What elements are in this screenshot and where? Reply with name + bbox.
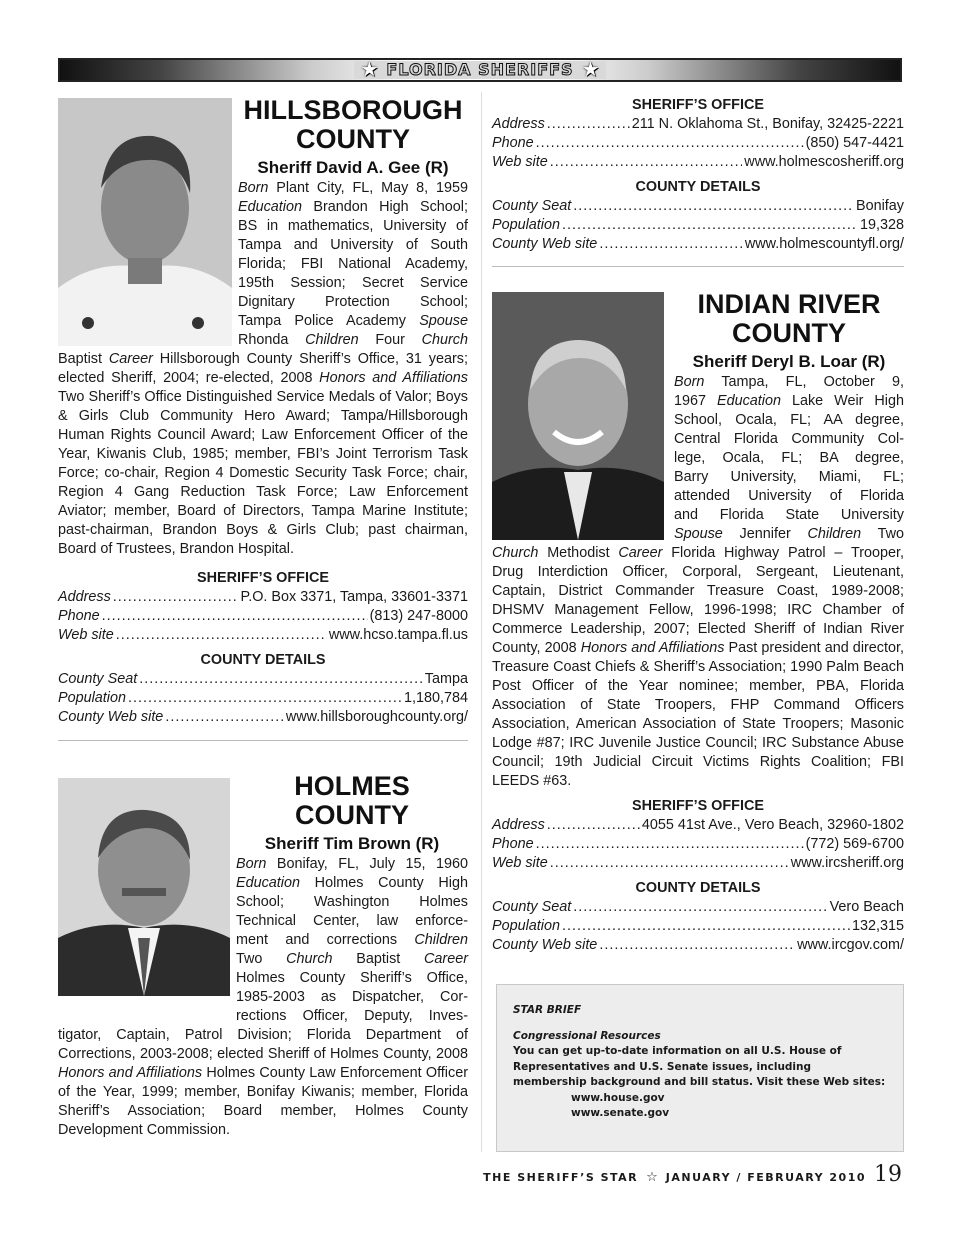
- county-seat-row: [58, 670, 468, 689]
- address-row: [492, 115, 904, 134]
- holmes-profile: [58, 772, 468, 1140]
- county-seat-label: County Seat: [58, 671, 138, 687]
- bio-line: Two Church Baptist Career: [236, 951, 469, 967]
- county-title-line: COUNTY: [732, 318, 846, 348]
- population-label: Population: [492, 217, 561, 233]
- office-title: SHERIFF’S OFFICE: [197, 570, 329, 586]
- website-label: Web site: [492, 154, 548, 170]
- county-seat-value: Bonifay: [856, 198, 904, 214]
- phone-row: [492, 835, 904, 854]
- county-website-label: County Web site: [492, 236, 598, 252]
- bio-line: ment and corrections Children: [236, 932, 468, 948]
- bio-line: and Florida State University: [674, 507, 904, 523]
- bio-line: Holmes County Sheriff’s Office,: [236, 970, 468, 986]
- column-divider: [481, 92, 482, 1152]
- holmes-contact: [492, 96, 904, 267]
- house-link[interactable]: www.house.gov: [571, 1091, 665, 1104]
- bio-line: Born Bonifay, FL, July 15, 1960: [236, 856, 468, 872]
- county-website-row: [58, 708, 468, 727]
- senate-link[interactable]: www.senate.gov: [571, 1107, 670, 1119]
- phone-value: (850) 547-4421: [805, 135, 904, 151]
- county-website-label: County Web site: [492, 937, 598, 953]
- sheriff-photo-brown: [58, 778, 230, 996]
- bio-line: Central Florida Community Col-: [674, 431, 904, 447]
- star-icon: ★: [581, 59, 600, 81]
- phone-value: (772) 569-6700: [805, 836, 904, 852]
- county-seat-label: County Seat: [492, 899, 572, 915]
- county-seat-label: County Seat: [492, 198, 572, 214]
- address-row: [492, 816, 904, 835]
- banner-title: FLORIDA SHERIFFS: [386, 60, 574, 79]
- divider: [58, 740, 468, 741]
- phone-label: Phone: [492, 836, 534, 852]
- population-label: Population: [492, 918, 561, 934]
- population-value: 19,328: [859, 217, 904, 233]
- county-title-line: HILLSBOROUGH: [243, 95, 463, 125]
- bio-line: lege, Ocala, FL; BA degree,: [674, 450, 904, 466]
- sheriff-name: Sheriff Deryl B. Loar (R): [692, 352, 886, 371]
- divider: [492, 266, 904, 267]
- phone-row: [492, 134, 904, 153]
- page-footer: [483, 1162, 902, 1187]
- indian-river-profile: [492, 290, 904, 955]
- bio-line: Born Plant City, FL, May 8, 1959: [238, 180, 468, 196]
- county-website-link[interactable]: www.holmescountyfl.org/: [744, 236, 904, 252]
- population-value: 1,180,784: [403, 690, 468, 706]
- office-title: SHERIFF’S OFFICE: [632, 97, 764, 113]
- bio-line: Tampa Police Academy Spouse: [238, 313, 468, 329]
- star-brief-heading: STAR BRIEF: [513, 1004, 582, 1016]
- website-row: [492, 854, 904, 873]
- address-label: Address: [58, 589, 111, 605]
- office-title: SHERIFF’S OFFICE: [632, 798, 764, 814]
- sheriff-photo-loar: [492, 292, 664, 540]
- bio-line: rections Officer, Deputy, Inves-: [236, 1008, 468, 1024]
- website-link[interactable]: www.holmescosheriff.org: [744, 154, 904, 170]
- bio-line: School; Washington Holmes: [236, 894, 468, 910]
- bio-line: 1985-2003 as Dispatcher, Cor-: [236, 989, 468, 1005]
- website-row: [492, 153, 904, 172]
- address-row: [58, 588, 468, 607]
- phone-value: (813) 247-8000: [369, 608, 468, 624]
- address-label: Address: [492, 817, 545, 833]
- phone-row: [58, 607, 468, 626]
- county-seat-row: [492, 197, 904, 216]
- population-row: [492, 216, 904, 235]
- bio-top: [238, 179, 468, 350]
- details-title: COUNTY DETAILS: [635, 179, 761, 195]
- county-title-line: INDIAN RIVER: [697, 289, 881, 319]
- star-icon: ★: [360, 59, 379, 81]
- county-title: [674, 290, 904, 348]
- star-brief-subheading: Congressional Resources: [513, 1029, 661, 1042]
- population-label: Population: [58, 690, 127, 706]
- bio-line: Education Brandon High School;: [238, 199, 468, 215]
- county-website-link[interactable]: www.ircgov.com/: [797, 937, 904, 953]
- page-number: 19: [874, 1162, 902, 1187]
- details-title: COUNTY DETAILS: [635, 880, 761, 896]
- bio-line: attended University of Florida: [674, 488, 904, 504]
- address-value: 211 N. Oklahoma St., Bonifay, 32425-2221: [631, 116, 904, 132]
- bio-line: Born Tampa, FL, October 9,: [674, 374, 904, 390]
- star-brief-box: [496, 984, 904, 1152]
- section-banner: [58, 58, 902, 82]
- county-title-line: COUNTY: [295, 800, 409, 830]
- phone-label: Phone: [58, 608, 100, 624]
- county-title: [236, 772, 468, 830]
- address-value: 4055 41st Ave., Vero Beach, 32960-1802: [641, 817, 904, 833]
- county-title: [238, 96, 468, 154]
- website-link[interactable]: www.ircsheriff.org: [790, 855, 904, 871]
- bio-line: Technical Center, law enforce-: [236, 913, 468, 929]
- star-outline-icon: ☆: [646, 1170, 658, 1185]
- county-seat-value: Tampa: [424, 671, 468, 687]
- population-row: [58, 689, 468, 708]
- county-website-link[interactable]: www.hillsboroughcounty.org/: [285, 709, 468, 725]
- county-website-label: County Web site: [58, 709, 164, 725]
- publication-name: THE SHERIFF’S STAR: [483, 1171, 639, 1184]
- bio-line: School, Ocala, FL; AA degree,: [674, 412, 904, 428]
- details-title: COUNTY DETAILS: [200, 652, 326, 668]
- sheriff-name: Sheriff David A. Gee (R): [257, 158, 449, 177]
- hillsborough-profile: [58, 96, 468, 741]
- county-title-line: HOLMES: [294, 771, 410, 801]
- bio-rest: Church Methodist Career Florida Highway Patrol – Trooper, Drug Interdiction Officer, Corporal, Sergeant, Lieutenant, Captain, District Commander Treasure Coast, 1989-2008; DHSMV Management Fellow, 1996-1998; IRC Chamber of Commerce Leadership, 2007; Elected Sheriff of Indian River County, 2008 Honors and Affiliations Past president and director, Treasure Coast Chiefs & Sheriff’s Association; 1990 Palm Beach Post Officer of the Year nominee; member, PBA, Florida Association of State Troopers, FHP Command Officers Association, American Association of State Troopers; Masonic Lodge #87; IRC Juvenile Justice Council; IRC Substance Abuse Council; 19th Judicial Circuit Victims Rights Coalition; FBI LEEDS #63.: [492, 545, 905, 789]
- bio-line: Rhonda Children Four Church: [238, 332, 468, 348]
- bio-line: Tampa and University of South: [238, 237, 468, 253]
- bio-line: Barry University, Miami, FL;: [674, 469, 904, 485]
- bio-line: Spouse Jennifer Children Two: [674, 526, 904, 542]
- website-row: [58, 626, 468, 645]
- population-value: 132,315: [851, 918, 904, 934]
- bio-line: 1967 Education Lake Weir High: [674, 393, 904, 409]
- address-value: P.O. Box 3371, Tampa, 33601-3371: [240, 589, 468, 605]
- phone-label: Phone: [492, 135, 534, 151]
- issue-date: JANUARY / FEBRUARY 2010: [665, 1171, 866, 1184]
- website-label: Web site: [492, 855, 548, 871]
- website-link[interactable]: www.hcso.tampa.fl.us: [328, 627, 468, 643]
- bio-line: 195th Session; Secret Service: [238, 275, 468, 291]
- bio-rest: tigator, Captain, Patrol Division; Florida Department of Corrections, 2003-2008; elected Sheriff of Holmes County, 2008 Honors and Affiliations Holmes County Law Enforcement Officer of the Year, 1999; member, Bonifay Kiwanis; member, Florida Sheriff’s Association; Board member, Holmes County Development Commission.: [58, 1027, 468, 1138]
- bio-rest: Baptist Career Hillsborough County Sheriff’s Office, 31 years; elected Sheriff, 2004; re-elected, 2008 Honors and Affiliations Two Sheriff’s Office Distinguished Service Medals of Valor; Boys & Girls Club Community Hero Award; Tampa/Hillsborough Human Rights Council Award; Law Enforcement Officer of the Year, Kiwanis Club, 1985; member, FBI’s Joint Terrorism Task Force; co-chair, Region 4 Domestic Security Task Force; chair, Region 4 Gang Reduction Task Force; Law Enforcement Aviator; member, Board of Directors, Tampa Marine Institute; past-chairman, Brandon Boys & Girls Club; past chairman, Board of Trustees, Brandon Hospital.: [58, 351, 468, 557]
- sheriff-name: Sheriff Tim Brown (R): [264, 834, 440, 853]
- county-seat-value: Vero Beach: [829, 899, 904, 915]
- website-label: Web site: [58, 627, 114, 643]
- population-row: [492, 917, 904, 936]
- county-seat-row: [492, 898, 904, 917]
- bio-top: [674, 373, 904, 544]
- bio-line: Florida; FBI National Academy,: [238, 256, 468, 272]
- sheriff-photo-gee: [58, 98, 232, 346]
- county-website-row: [492, 235, 904, 254]
- county-title-line: COUNTY: [296, 124, 410, 154]
- bio-top: [236, 855, 468, 1026]
- banner-inner: [354, 61, 605, 79]
- county-website-row: [492, 936, 904, 955]
- address-label: Address: [492, 116, 545, 132]
- star-brief-body: You can get up-to-date information on all U.S. House of Representatives and U.S. Senate issues, including membership background and bill status. Visit these Web sites:: [513, 1045, 886, 1088]
- bio-line: Education Holmes County High: [236, 875, 468, 891]
- bio-line: BS in mathematics, University of: [238, 218, 468, 234]
- bio-line: Dignitary Protection School;: [238, 294, 468, 310]
